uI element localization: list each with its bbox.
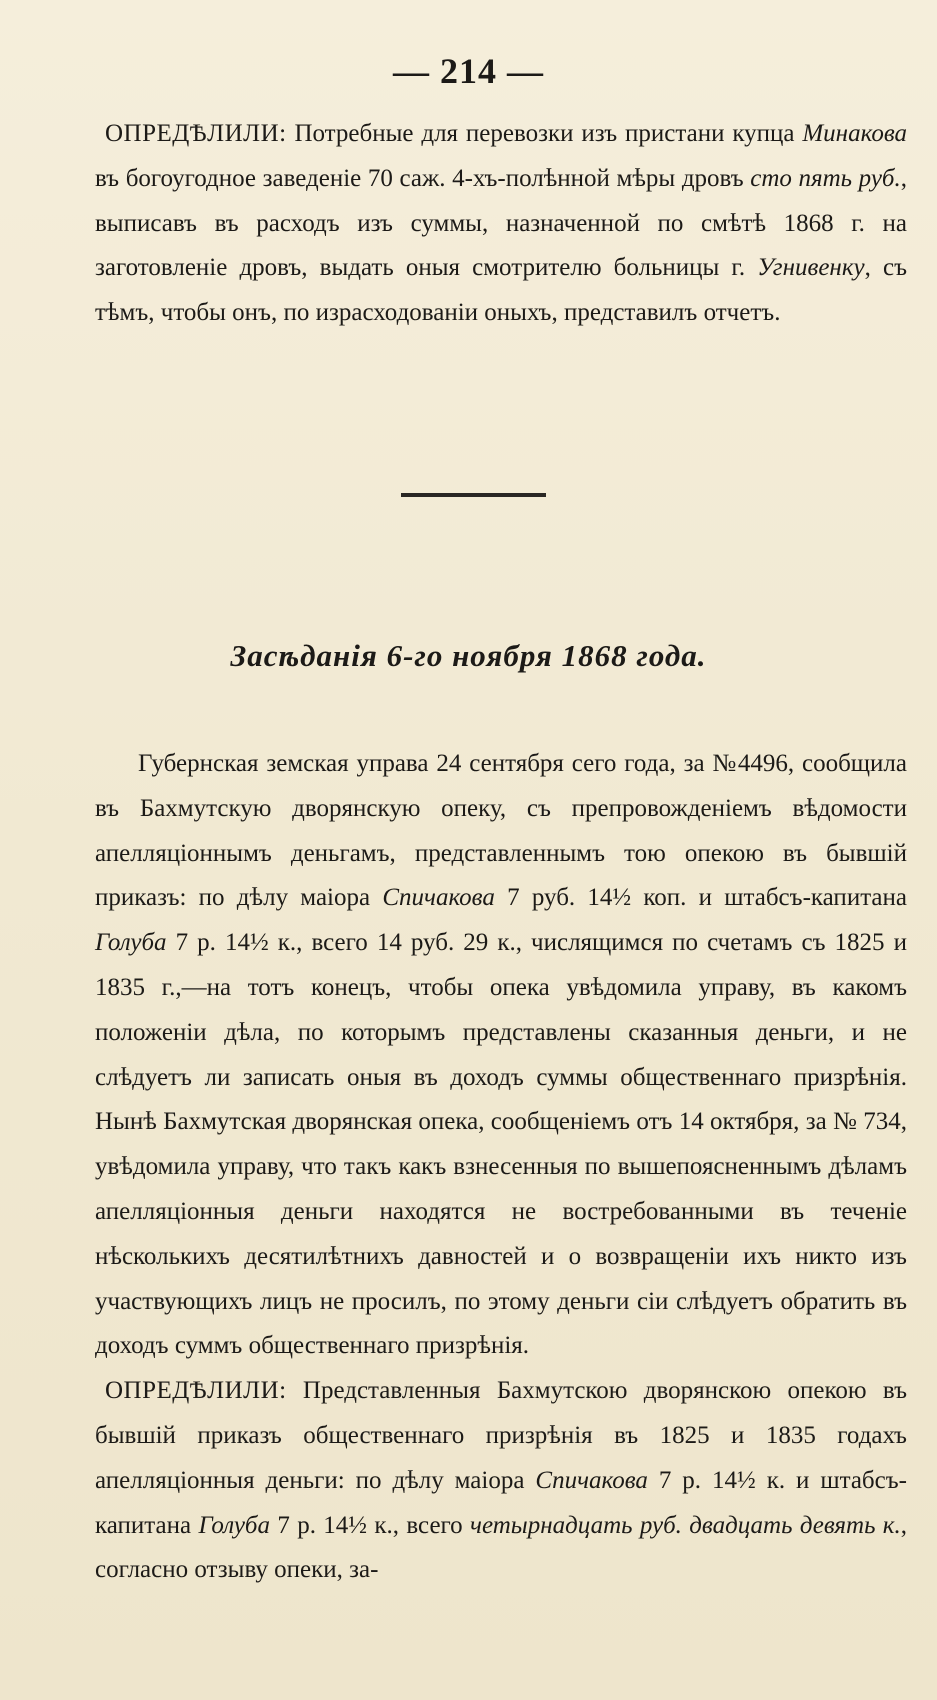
- session-body: [95, 742, 907, 1593]
- person-name: Угнивенку: [757, 254, 865, 282]
- resolution-section-1: [95, 112, 907, 336]
- person-name: Голуба: [95, 929, 167, 957]
- resolution-label: ОПРЕДѢЛИЛИ:: [105, 1377, 287, 1405]
- page-number: — 214 —: [393, 51, 544, 91]
- session-heading: Засѣданія 6-го ноября 1868 года.: [230, 638, 707, 673]
- person-name: Минакова: [802, 120, 907, 147]
- section-divider: [401, 493, 546, 497]
- report-paragraph: Губернская земская управа 24 сентября сего года, за №4496, сообщила въ Бахмутскую дворянскую опеку, съ препровожденіемъ вѣдомости апелляціоннымъ деньгамъ, представленнымъ тою опекою въ бывшій приказъ: по дѣлу маіора Спичакова 7 руб. 14½ коп. и штабсъ-капитана Голуба 7 р. 14½ к., всего 14 руб. 29 к., числящимся по счетамъ съ 1825 и 1835 г.,—на тотъ конецъ, чтобы опека увѣдомила управу, въ какомъ положеніи дѣла, по которымъ представлены сказанныя деньги, и не слѣдуетъ ли записать оныя въ доходъ суммы общественнаго призрѣнія. Нынѣ Бахмутская дворянская опека, сообщеніемъ отъ 14 октября, за № 734, увѣдомила управу, что такъ какъ взнесенныя по вышепоясненнымъ дѣламъ апелляціонныя деньги находятся не востребованными въ теченіе нѣсколькихъ десятилѣтнихъ давностей и о возвращеніи ихъ никто изъ участвующихъ лицъ не просилъ, по этому деньги сіи слѣдуетъ обратить въ доходъ суммъ общественнаго призрѣнія.: [95, 750, 907, 1360]
- person-name: Спичакова: [382, 884, 495, 912]
- resolution-paragraph-2: ОПРЕДѢЛИЛИ: Представленныя Бахмутскою дворянскою опекою въ бывшій приказъ общественнаго призрѣнія въ 1825 и 1835 годахъ апелляціонныя деньги: по дѣлу маіора Спичакова 7 р. 14½ к. и штабсъ-капитана Голуба 7 р. 14½ к., всего четырнадцать руб. двадцать девять к., согласно отзыву опеки, за-: [95, 1377, 908, 1584]
- resolution-label: ОПРЕДѢЛИЛИ:: [105, 120, 287, 147]
- person-name: Спичакова: [535, 1466, 648, 1494]
- amount-text: сто пять руб.: [750, 164, 901, 192]
- person-name: Голуба: [198, 1511, 270, 1539]
- amount-text: четырнадцать руб. двадцать девять к.: [470, 1511, 901, 1539]
- resolution-paragraph: ОПРЕДѢЛИЛИ: Потребные для перевозки изъ пристани купца Минакова въ богоугодное заведеніе 70 саж. 4-хъ-полѣнной мѣры дровъ сто пять руб., выписавъ въ расходъ изъ суммы, назначенной по смѣтѣ 1868 г. на заготовленіе дровъ, выдать оныя смотрителю больницы г. Угнивенку, съ тѣмъ, чтобы онъ, по израсходованіи оныхъ, представилъ отчетъ.: [95, 120, 907, 327]
